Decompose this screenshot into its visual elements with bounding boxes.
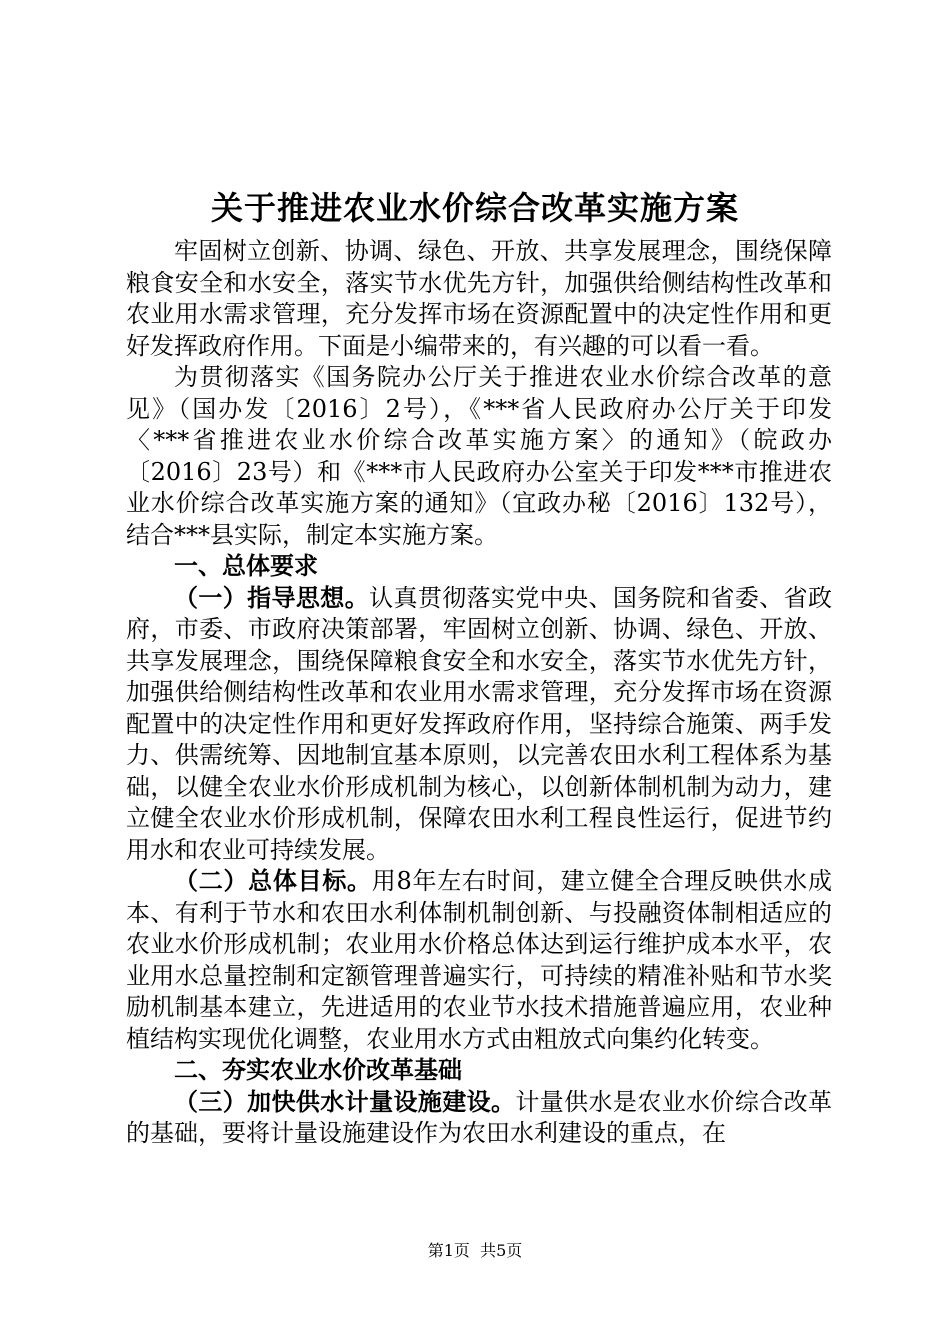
overall-goal-lead: （二）总体目标。 bbox=[174, 867, 372, 895]
overall-goal-text: 用8年左右时间，建立健全合理反映供水成本、有利于节水和农田水利体制机制创新、与投融资体制相适应的农业水价形成机制；农业用水价格总体达到运行维护成本水平，农业用水总量控制和定额管理普遍实行，可持续的精准补贴和节水奖励机制基本建立，先进适用的农业节水技术措施普遍应用，农业种植结构实现优化调整，农业用水方式由粗放式向集约化转变。 bbox=[126, 867, 832, 1053]
metering-paragraph bbox=[126, 1087, 832, 1150]
document-body bbox=[126, 236, 832, 1150]
guiding-thought-text: 认真贯彻落实党中央、国务院和省委、省政府，市委、市政府决策部署，牢固树立创新、协调、绿色、开放、共享发展理念，围绕保障粮食安全和水安全，落实节水优先方针，加强供给侧结构性改革和农业用水需求管理，充分发挥市场在资源配置中的决定性作用和更好发挥政府作用，坚持综合施策、两手发力、供需统筹、因地制宜基本原则，以完善农田水利工程体系为基础，以健全农业水价形成机制为核心，以创新体制机制为动力，建立健全农业水价形成机制，保障农田水利工程良性运行，促进节约用水和农业可持续发展。 bbox=[126, 583, 832, 864]
metering-lead: （三）加快供水计量设施建设。 bbox=[174, 1087, 516, 1116]
basis-paragraph: 为贯彻落实《国务院办公厅关于推进农业水价综合改革的意见》（国办发〔2016〕2号），《***省人民政府办公厅关于印发〈***省推进农业水价综合改革实施方案〉的通知》（皖政办〔2016〕23号）和《***市人民政府办公室关于印发***市推进农业水价综合改革实施方案的通知》（宜政办秘〔2016〕132号），结合***县实际，制定本实施方案。 bbox=[126, 363, 832, 549]
section-heading-1: 一、总体要求 bbox=[174, 552, 318, 580]
page-number-total: 共5页 bbox=[480, 1241, 523, 1260]
guiding-thought-lead: （一）指导思想。 bbox=[174, 583, 370, 612]
guiding-thought-paragraph bbox=[126, 583, 832, 867]
document-title: 关于推进农业水价综合改革实施方案 bbox=[210, 189, 739, 227]
intro-paragraph: 牢固树立创新、协调、绿色、开放、共享发展理念，围绕保障粮食安全和水安全，落实节水优先方针，加强供给侧结构性改革和农业用水需求管理，充分发挥市场在资源配置中的决定性作用和更好发挥政府作用。下面是小编带来的，有兴趣的可以看一看。 bbox=[126, 237, 832, 360]
page-footer bbox=[0, 1240, 950, 1262]
section-heading-2: 二、夯实农业水价改革基础 bbox=[174, 1056, 462, 1084]
overall-goal-paragraph bbox=[126, 866, 832, 1055]
page-number-current: 第1页 bbox=[427, 1241, 470, 1260]
metering-text: 计量供水是农业水价综合改革的基础，要将计量设施建设作为农田水利建设的重点，在 bbox=[126, 1087, 833, 1147]
